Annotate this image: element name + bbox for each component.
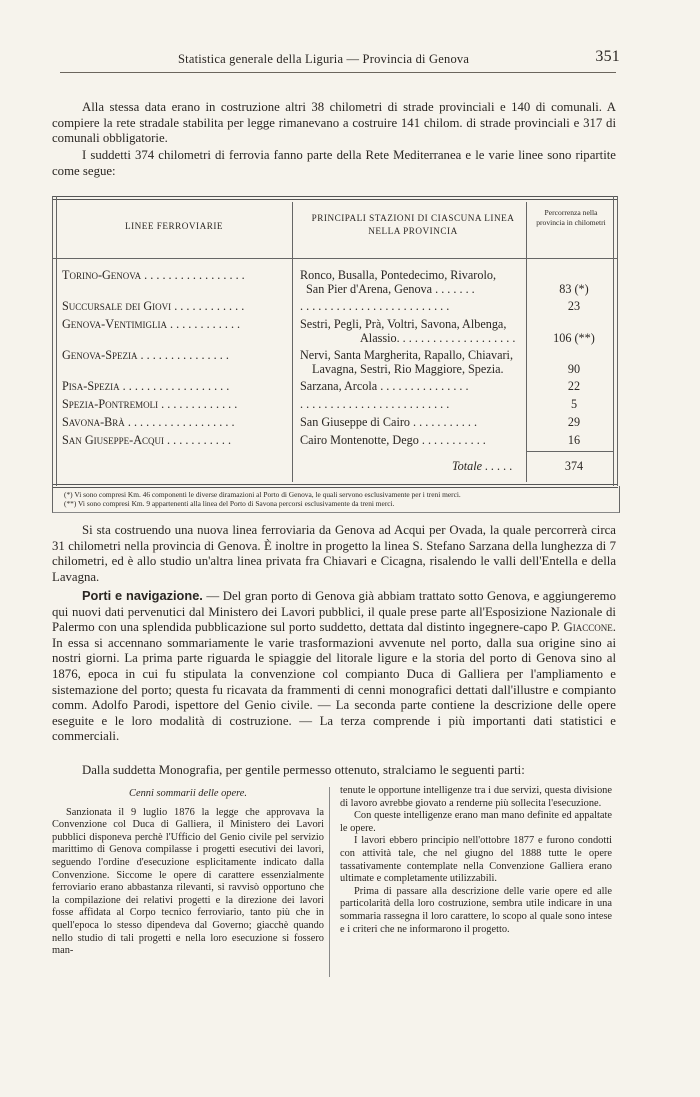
station-text: Sarzana, Arcola . . . . . . . . . . . . . . . (300, 379, 469, 393)
row-km: 23 (567, 299, 581, 313)
table-footnotes (64, 490, 618, 508)
paragraph-ports (52, 588, 616, 745)
station-text: Cairo Montenotte, Dego . . . . . . . . . . . (300, 433, 486, 447)
station-text: Nervi, Santa Margherita, Rapallo, Chiavari, (300, 348, 513, 362)
row-stations (300, 397, 522, 411)
footnote: (*) Vi sono compresi Km. 46 componenti le diverse diramazioni al Porto di Genova, le quali servono esclusivamente per i treni merci. (64, 490, 461, 499)
row-km: 106 (**) (553, 331, 595, 345)
row-km: 16 (567, 433, 581, 447)
column-paragraph: tenute le opportune intelligenze tra i due servizi, questa divisione di lavoro avrebbe giovato a renderne più sollecita l'esecuzione. (340, 785, 612, 809)
table-border-right (617, 196, 618, 486)
column-paragraph: Prima di passare alla descrizione delle varie opere ed alle particolarità della loro costruzione, sembra utile indicare in una sommaria rassegna il loro carattere, lo scopo al quale sono intese e i criteri che ne informarono il progetto. (340, 885, 612, 935)
railway-table (52, 196, 618, 516)
paragraph-excerpt-intro: Dalla suddetta Monografia, per gentile permesso ottenuto, stralciamo le seguenti parti: (82, 763, 525, 777)
header-title: Statistica generale della Liguria — Provincia di Genova (178, 52, 470, 66)
paragraph-text: — Del gran porto di Genova già abbiam trattato sotto Genova, e aggiungeremo qui nuovi dati pervenutici dal Ministero dei Lavori pubblici, il quale prese parte all'Esposizione Nazionale di Palermo con una splendida pubblicazione sul porto suddetto, dettata dal distinto ingegnere-capo P. (52, 589, 616, 635)
section-lead: Porti e navigazione. (82, 588, 203, 603)
table-header-line: LINEE FERROVIARIE (124, 221, 224, 231)
footnote: (**) Vi sono compresi Km. 9 appartenenti alla linea del Porto di Savona percorsi esclusivamente da treni merci. (64, 499, 395, 509)
station-text: Lavagna, Sestri, Rio Maggiore, Spezia. (312, 362, 504, 376)
row-stations (300, 415, 522, 429)
row-km: 5 (570, 397, 578, 411)
station-text: San Giuseppe di Cairo . . . . . . . . . . . (300, 415, 478, 429)
row-stations (300, 379, 522, 393)
station-text: Sestri, Pegli, Prà, Voltri, Savona, Albenga, (300, 317, 507, 331)
station-text: Ronco, Busalla, Pontedecimo, Rivarolo, (300, 268, 496, 282)
left-column (52, 785, 324, 958)
row-stations (300, 348, 522, 376)
table-header-rule (52, 258, 618, 259)
table-col-divider-1 (292, 202, 293, 482)
station-text: . . . . . . . . . . . . . . . . . . . . . . . . . (300, 397, 450, 411)
station-text: Alassio. . . . . . . . . . . . . . . . . . . . (360, 331, 516, 345)
row-stations (300, 433, 522, 447)
row-line-name: Succursale dei Giovi . . . . . . . . . . . . (62, 299, 245, 313)
row-km: 22 (567, 379, 581, 393)
column-paragraph: Sanzionata il 9 luglio 1876 la legge che approvava la Convenzione col Duca di Galliera, il Ministero dei Lavori pubblici disponeva perchè l'Ufficio del Genio civile pel servizio marittimo di Genova compilasse i progetti esecutivi dei lavori, seguendo l'ordine d'esecuzione esplicitamente indicato dalla Convenzione. Siccome le opere di carattere essenzialmente ferroviario erano abbastanza rilevanti, si ravvisò opportuno che la compilazione dei relativi progetti e la direzione dei lavori fosse affidata al Corpo tecnico ferroviario, tanto più che in quell'epoca lo stesso dipendeva dal Governo; giacchè quando nello studio di tali progetti e nella loro esecuzione si fossero man- (52, 806, 324, 957)
row-stations (300, 299, 522, 313)
table-total-km: 374 (564, 459, 584, 473)
row-line-name: Savona-Brà . . . . . . . . . . . . . . . . . . (62, 415, 235, 429)
paragraph-text: . In essa si accennano sommariamente le varie trasformazioni avvenute nel porto, dalla sua origine sino ai nostri giorni. La prima parte riguarda le spiaggie del litorale ligure e la storia del porto di Genova sino al 1876, epoca in cui fu stipulata la convenzione col compianto Duca di Galliera per l'ampliamento e sistemazione del porto; questa fu ricavata da frammenti di cenni monografici dettati dall'illustre e compianto comm. Adolfo Parodi, ispettore del Genio civile. — La seconda parte contiene la descrizione delle opere eseguite e le loro modalità di costruzione. — La terza comprende i più importanti dati statistici e commerciali. (52, 620, 616, 744)
table-border-left-inner (56, 196, 57, 486)
column-paragraph: Con queste intelligenze erano man mano definite ed appaltate le opere. (340, 810, 612, 834)
column-divider (329, 787, 330, 977)
station-text: San Pier d'Arena, Genova . . . . . . . (306, 282, 475, 296)
table-total-rule (526, 451, 613, 452)
paragraph-roads: Alla stessa data erano in costruzione altri 38 chilometri di strade provinciali e 140 di comunali. A compiere la rete stradale stabilita per legge rimanevano a costruire 141 chilom. di strade provinciali e 317 di comunali obbligatorie. (52, 100, 616, 146)
page-number: 351 (595, 48, 620, 65)
row-km: 29 (567, 415, 581, 429)
running-header (60, 48, 620, 73)
table-total-label: Totale . . . . . (452, 459, 513, 473)
table-col-divider-2 (526, 202, 527, 482)
table-header-stations: PRINCIPALI STAZIONI DI CIASCUNA LINEA NELLA PROVINCIA (311, 213, 515, 236)
station-text: . . . . . . . . . . . . . . . . . . . . . . . . . (300, 299, 450, 313)
table-border-left (52, 196, 53, 486)
row-km: 90 (567, 362, 581, 376)
row-line-name: Genova-Spezia . . . . . . . . . . . . . . . (62, 348, 229, 362)
right-column (340, 785, 612, 936)
column-heading: Cenni sommarii delle opere. (129, 788, 247, 799)
row-line-name: Torino-Genova . . . . . . . . . . . . . . . . . (62, 268, 245, 282)
column-paragraph: I lavori ebbero principio nell'ottobre 1877 e furono condotti con attività tale, che nel giugno del 1888 tutte le opere tassativamente contemplate nella Convenzione Galliera erano ultimate e completamente utilizzabili. (340, 835, 612, 885)
row-stations (300, 268, 522, 296)
engineer-name: Giaccone (563, 620, 613, 635)
row-line-name: San Giuseppe-Acqui . . . . . . . . . . . (62, 433, 232, 447)
row-km: 83 (*) (559, 282, 589, 296)
table-header-km: Percorrenza nella provincia in chilometri (536, 208, 606, 227)
paragraph-railways-intro: I suddetti 374 chilometri di ferrovia fanno parte della Rete Mediterranea e le varie linee sono ripartite come segue: (52, 148, 616, 178)
row-line-name: Genova-Ventimiglia . . . . . . . . . . . . (62, 317, 241, 331)
row-stations (300, 317, 522, 345)
paragraph-new-lines: Si sta costruendo una nuova linea ferroviaria da Genova ad Acqui per Ovada, la quale percorrerà circa 31 chilometri nella provincia di Genova. È inoltre in progetto la linea S. Stefano Sarzana della lunghezza di 7 chilometri, ed è allo studio un'altra linea privata fra Chiavari e Cicagna, risalendo le valli dell'Entella e della Lavagna. (52, 523, 616, 584)
row-line-name: Spezia-Pontremoli . . . . . . . . . . . . . (62, 397, 238, 411)
row-line-name: Pisa-Spezia . . . . . . . . . . . . . . . . . . (62, 379, 230, 393)
